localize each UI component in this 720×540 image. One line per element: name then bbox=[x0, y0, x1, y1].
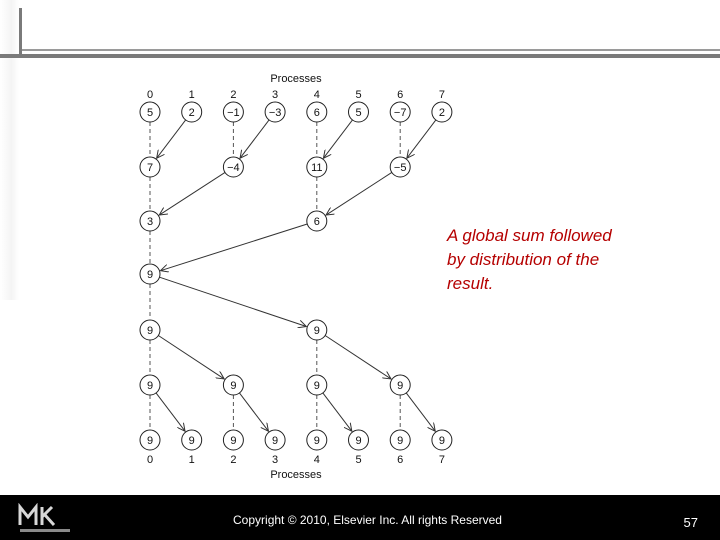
value-node bbox=[182, 102, 202, 122]
top-process-id: 6 bbox=[397, 89, 404, 101]
node-value: −7 bbox=[393, 107, 407, 119]
reduction-arrow bbox=[159, 172, 225, 215]
value-node bbox=[390, 102, 410, 122]
value-node bbox=[307, 375, 327, 395]
node-value: 6 bbox=[313, 216, 320, 228]
bottom-process-id: 5 bbox=[355, 454, 362, 466]
caption-line-3: result. bbox=[447, 274, 494, 293]
reduction-arrow bbox=[407, 120, 436, 158]
node-value: 2 bbox=[438, 107, 445, 119]
bottom-process-id: 0 bbox=[146, 454, 154, 466]
node-value: 9 bbox=[146, 325, 154, 337]
value-node bbox=[223, 430, 243, 450]
nodes-layer bbox=[140, 102, 452, 450]
value-node bbox=[223, 157, 243, 177]
node-value: −3 bbox=[268, 107, 282, 119]
value-node bbox=[140, 375, 160, 395]
value-node bbox=[432, 102, 452, 122]
node-value: 5 bbox=[355, 107, 362, 119]
node-value: 9 bbox=[230, 435, 237, 447]
reduction-arrow bbox=[156, 393, 185, 431]
value-node bbox=[140, 102, 160, 122]
reduction-arrow bbox=[157, 120, 186, 158]
value-node bbox=[349, 102, 369, 122]
value-node bbox=[182, 430, 202, 450]
reduction-arrow bbox=[159, 277, 306, 326]
reduction-arrow bbox=[323, 120, 352, 158]
value-node bbox=[140, 320, 160, 340]
caption bbox=[447, 224, 677, 296]
reduction-arrow bbox=[158, 336, 224, 379]
node-value: 3 bbox=[146, 216, 154, 228]
reduction-arrow bbox=[240, 120, 269, 158]
reduction-arrow bbox=[406, 393, 435, 431]
top-process-id: 3 bbox=[272, 89, 279, 101]
bottom-axis-title: Processes bbox=[270, 469, 322, 481]
node-value: 9 bbox=[313, 325, 320, 337]
node-value: 9 bbox=[146, 380, 154, 392]
node-value: 5 bbox=[146, 107, 154, 119]
value-node bbox=[307, 430, 327, 450]
value-node bbox=[265, 430, 285, 450]
node-value: 9 bbox=[272, 435, 279, 447]
value-node bbox=[140, 430, 160, 450]
top-process-id: 7 bbox=[438, 89, 445, 101]
bottom-process-id: 7 bbox=[438, 454, 445, 466]
node-value: 11 bbox=[311, 162, 323, 174]
page-number: 57 bbox=[683, 515, 698, 530]
bottom-process-id: 1 bbox=[188, 454, 195, 466]
node-value: 9 bbox=[188, 435, 195, 447]
node-value: 9 bbox=[230, 380, 237, 392]
node-value: 9 bbox=[397, 435, 404, 447]
value-node bbox=[349, 430, 369, 450]
node-value: 9 bbox=[438, 435, 445, 447]
bottom-process-id: 3 bbox=[272, 454, 279, 466]
footer-bar bbox=[0, 495, 720, 540]
value-node bbox=[223, 102, 243, 122]
copyright-text: Copyright © 2010, Elsevier Inc. All rights Reserved bbox=[233, 513, 502, 527]
top-axis-title: Processes bbox=[270, 73, 322, 85]
top-process-id: 4 bbox=[313, 89, 320, 101]
reduction-arrow bbox=[326, 172, 392, 215]
node-value: 6 bbox=[313, 107, 320, 119]
value-node bbox=[140, 211, 160, 231]
value-node bbox=[265, 102, 285, 122]
node-value: 9 bbox=[146, 269, 154, 281]
bottom-process-id: 2 bbox=[230, 454, 237, 466]
bottom-process-id: 4 bbox=[313, 454, 320, 466]
reduction-arrow bbox=[325, 336, 391, 379]
node-value: −5 bbox=[393, 162, 407, 174]
value-node bbox=[223, 375, 243, 395]
top-process-id: 1 bbox=[188, 89, 195, 101]
caption-line-1: A global sum followed bbox=[447, 226, 612, 245]
node-value: 7 bbox=[146, 162, 154, 174]
caption-line-2: by distribution of the bbox=[447, 250, 600, 269]
node-value: 9 bbox=[355, 435, 362, 447]
value-node bbox=[307, 102, 327, 122]
node-value: −4 bbox=[227, 162, 240, 174]
value-node bbox=[390, 375, 410, 395]
top-process-id: 2 bbox=[230, 89, 237, 101]
value-node bbox=[307, 320, 327, 340]
value-node bbox=[307, 211, 327, 231]
node-value: 9 bbox=[146, 435, 154, 447]
reduction-arrow bbox=[160, 224, 307, 271]
reduction-arrow bbox=[239, 393, 268, 431]
value-node bbox=[140, 157, 160, 177]
node-value: 9 bbox=[313, 435, 320, 447]
value-node bbox=[432, 430, 452, 450]
bottom-process-id: 6 bbox=[397, 454, 404, 466]
node-value: −1 bbox=[227, 107, 240, 119]
reduction-arrow bbox=[323, 393, 352, 431]
top-process-id: 0 bbox=[146, 89, 154, 101]
top-process-id: 5 bbox=[355, 89, 362, 101]
value-node bbox=[390, 157, 410, 177]
value-node bbox=[140, 264, 160, 284]
node-value: 9 bbox=[313, 380, 320, 392]
top-process-ids bbox=[147, 89, 445, 101]
value-node bbox=[390, 430, 410, 450]
bottom-process-ids bbox=[147, 454, 445, 466]
value-node bbox=[307, 157, 327, 177]
node-value: 2 bbox=[188, 107, 195, 119]
node-value: 9 bbox=[397, 380, 404, 392]
